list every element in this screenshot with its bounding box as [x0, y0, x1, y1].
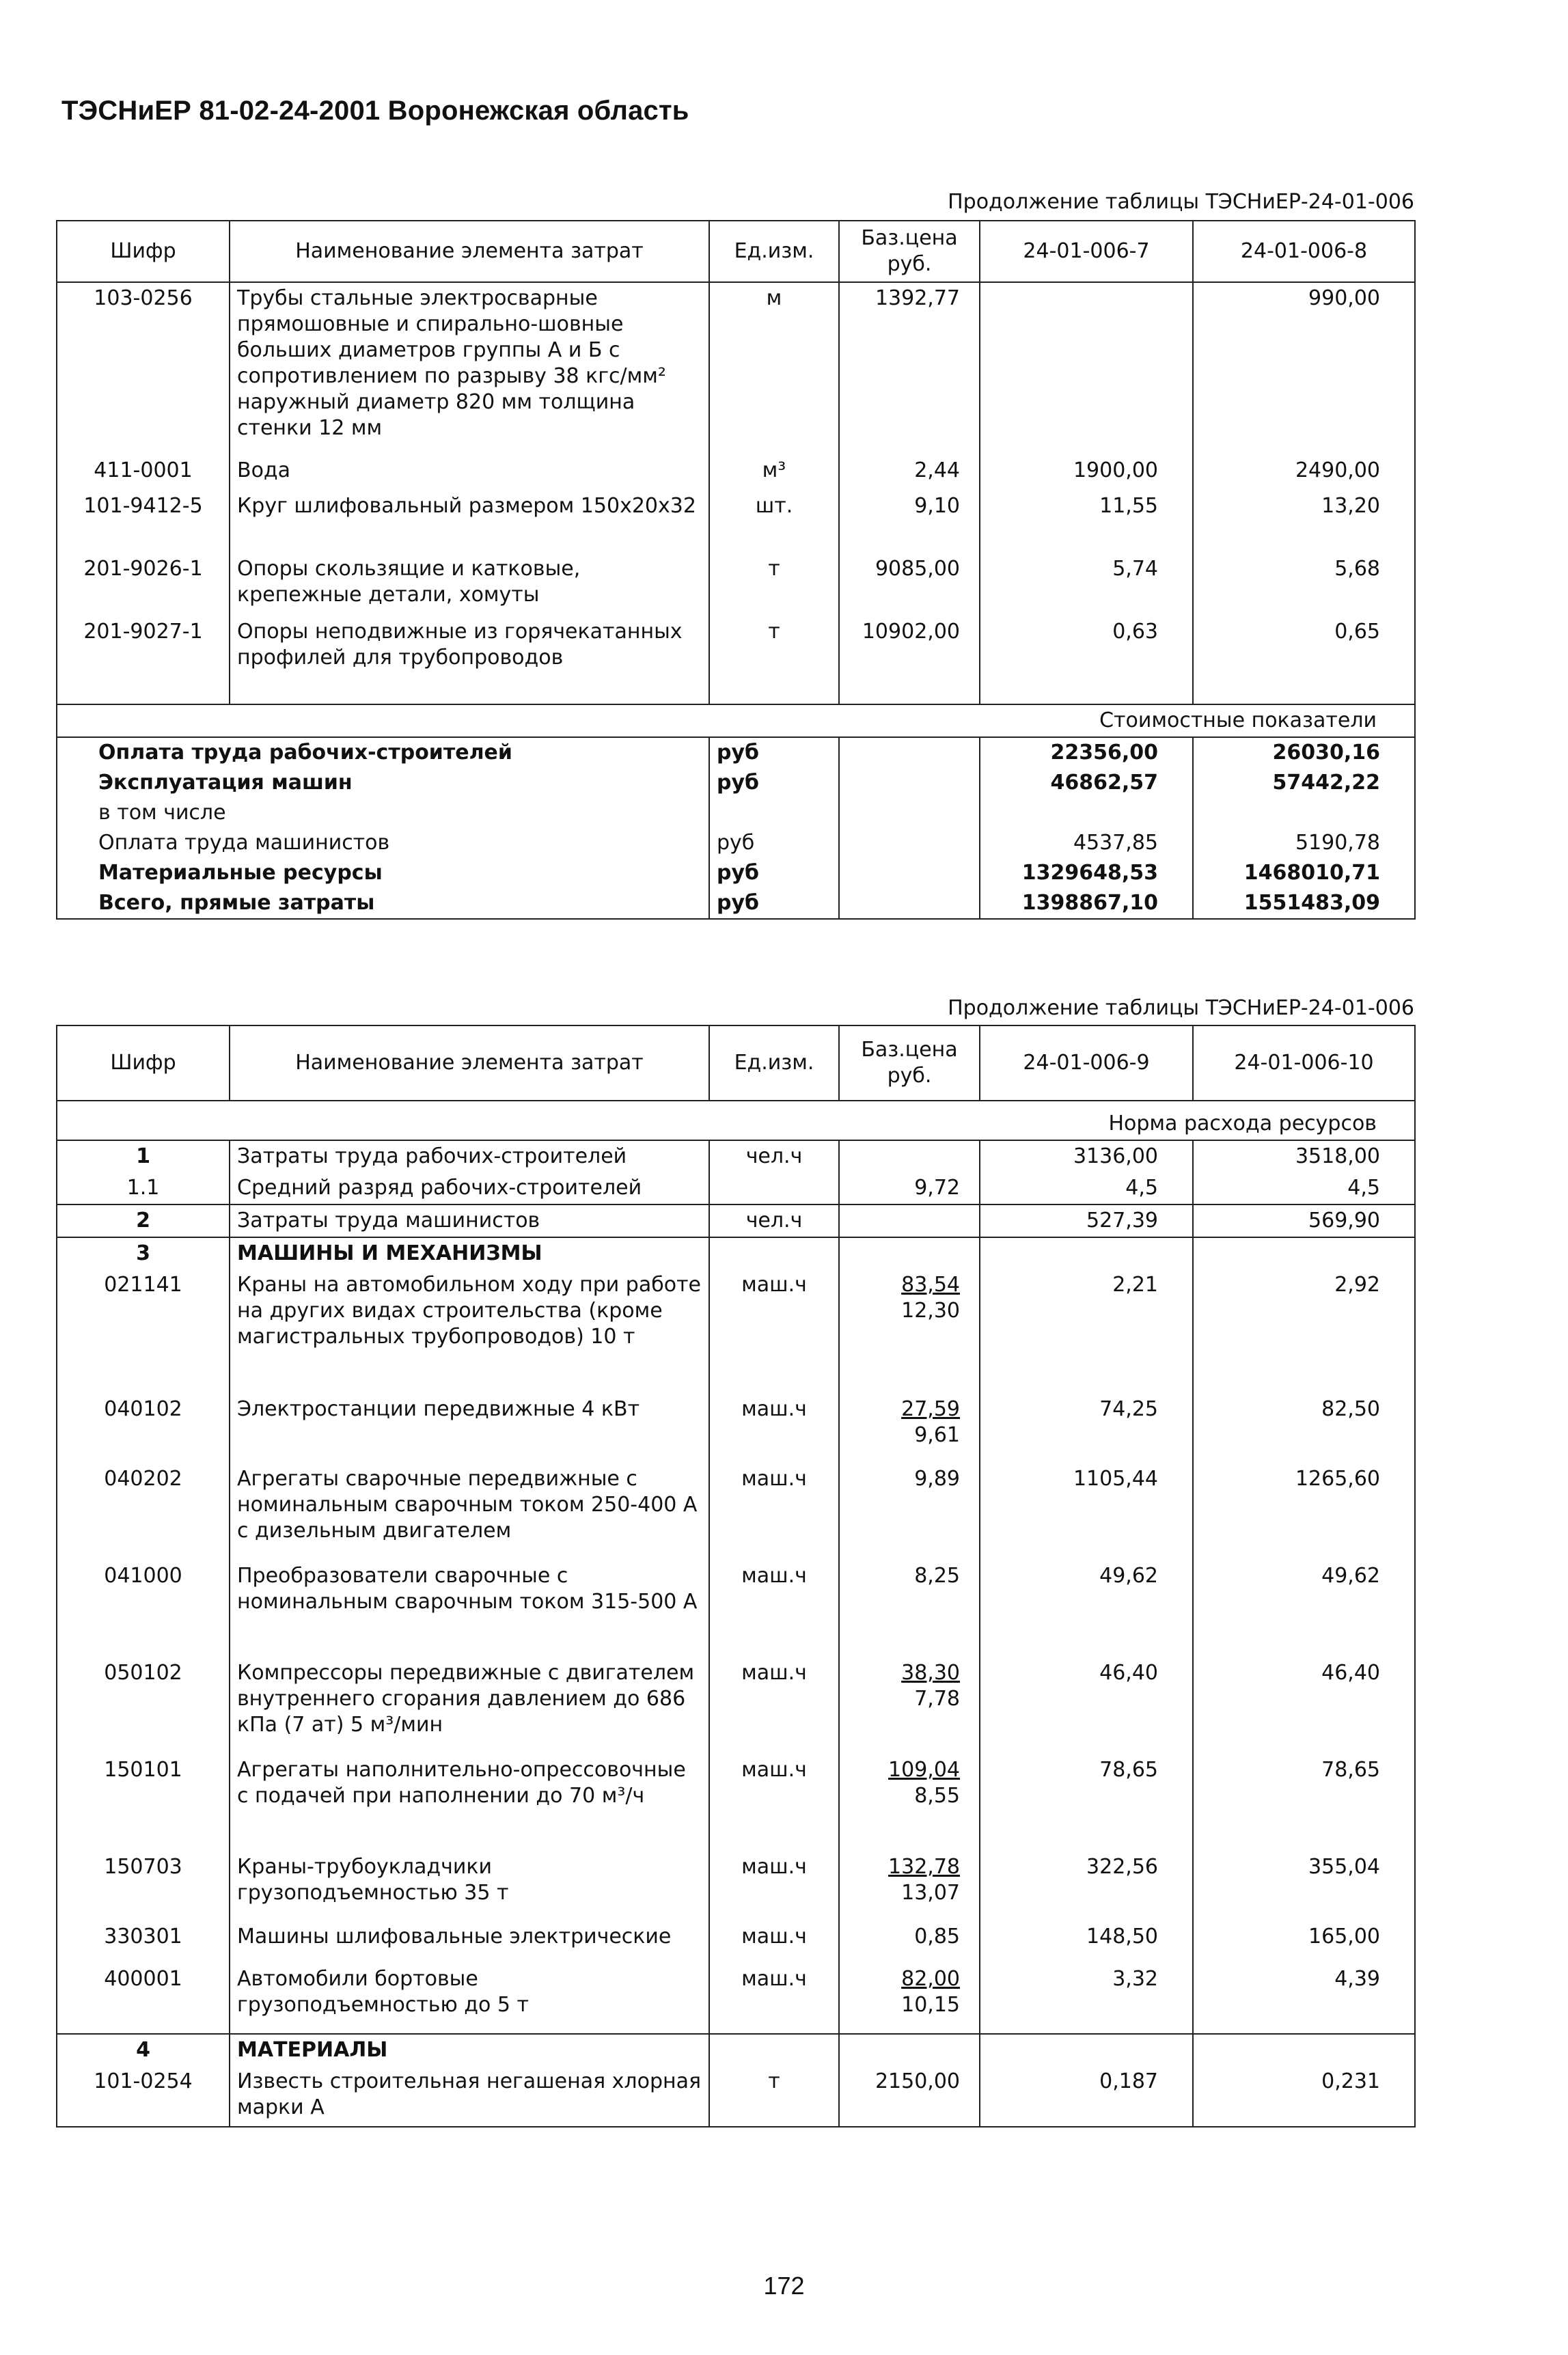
row-price-main: 132,78 [888, 1855, 960, 1879]
row-name: МАТЕРИАЛЫ [230, 2034, 709, 2066]
row-price-secondary: 12,30 [901, 1299, 960, 1323]
summary-unit [709, 798, 839, 828]
row-price [839, 1851, 980, 1921]
table-row [57, 1172, 1415, 1204]
col-header-name: Наименование элемента затрат [230, 221, 709, 282]
table-row [57, 282, 1415, 455]
row-price-main: 82,00 [901, 1967, 960, 1991]
row-unit: т [709, 553, 839, 616]
col-header-unit: Ед.изм. [709, 1025, 839, 1101]
row-unit: маш.ч [709, 1560, 839, 1657]
row-price-secondary: 10,15 [901, 1993, 960, 2017]
row-name: Известь строительная негашеная хлорная марки А [230, 2066, 709, 2127]
row-code: 201-9027-1 [57, 616, 230, 704]
row-unit: маш.ч [709, 1851, 839, 1921]
table2-continuation-note: Продолжение таблицы ТЭСНиЕР-24-01-006 [948, 996, 1414, 1020]
row-value-10: 569,90 [1193, 1204, 1415, 1237]
row-price-main: 9,89 [914, 1467, 960, 1491]
row-price [839, 1657, 980, 1754]
row-unit: шт. [709, 491, 839, 553]
row-unit: маш.ч [709, 1657, 839, 1754]
summary-value-8: 1551483,09 [1193, 888, 1415, 919]
row-unit: маш.ч [709, 1921, 839, 1964]
row-code: 101-9412-5 [57, 491, 230, 553]
row-price-secondary: 13,07 [901, 1881, 960, 1905]
row-price [839, 1140, 980, 1172]
row-value-10: 165,00 [1193, 1921, 1415, 1964]
row-name: Агрегаты сварочные передвижные с номинальным сварочным током 250-400 А с дизельным двигателем [230, 1463, 709, 1560]
row-price-main: 109,04 [888, 1758, 960, 1782]
table-row [57, 1754, 1415, 1851]
row-value-8: 5,68 [1193, 553, 1415, 616]
table-row [57, 491, 1415, 553]
summary-empty [839, 888, 980, 919]
row-unit: маш.ч [709, 1269, 839, 1394]
row-code: 411-0001 [57, 455, 230, 491]
row-code: 3 [57, 1237, 230, 1269]
row-price-secondary: 9,61 [914, 1423, 960, 1447]
row-value-9: 322,56 [980, 1851, 1193, 1921]
row-value-7 [980, 282, 1193, 455]
col-header-code: Шифр [57, 221, 230, 282]
row-value-7: 11,55 [980, 491, 1193, 553]
row-value-10: 46,40 [1193, 1657, 1415, 1754]
row-code: 400001 [57, 1964, 230, 2034]
row-value-9: 74,25 [980, 1394, 1193, 1463]
summary-label: Всего, прямые затраты [57, 888, 709, 919]
row-value-10: 355,04 [1193, 1851, 1415, 1921]
row-code: 103-0256 [57, 282, 230, 455]
row-price [839, 1269, 980, 1394]
row-value-8: 2490,00 [1193, 455, 1415, 491]
row-name: Автомобили бортовые грузоподъемностью до 5 т [230, 1964, 709, 2034]
table-row [57, 1657, 1415, 1754]
summary-label: Оплата труда рабочих-строителей [57, 737, 709, 768]
summary-empty [839, 737, 980, 768]
summary-row [57, 798, 1415, 828]
row-code: 330301 [57, 1921, 230, 1964]
summary-unit: руб [709, 768, 839, 798]
row-price [839, 1921, 980, 1964]
row-value-9: 2,21 [980, 1269, 1193, 1394]
table-row [57, 1560, 1415, 1657]
summary-row [57, 828, 1415, 858]
row-price-main: 0,85 [914, 1925, 960, 1948]
row-unit [709, 2034, 839, 2066]
row-price: 9,10 [839, 491, 980, 553]
row-name: Опоры неподвижные из горячекатанных профилей для трубопроводов [230, 616, 709, 704]
row-value-8: 13,20 [1193, 491, 1415, 553]
table2 [56, 1025, 1416, 2127]
row-price-main: 38,30 [901, 1661, 960, 1685]
row-value-7: 5,74 [980, 553, 1193, 616]
row-name: Вода [230, 455, 709, 491]
row-value-9 [980, 1237, 1193, 1269]
row-code: 150703 [57, 1851, 230, 1921]
row-price [839, 1172, 980, 1204]
row-name: Средний разряд рабочих-строителей [230, 1172, 709, 1204]
row-price-main: 9,72 [914, 1176, 960, 1200]
row-value-9: 46,40 [980, 1657, 1193, 1754]
row-value-9: 3136,00 [980, 1140, 1193, 1172]
norm-header: Норма расхода ресурсов [57, 1101, 1415, 1140]
row-price [839, 2066, 980, 2127]
summary-unit: руб [709, 888, 839, 919]
row-price-secondary: 8,55 [914, 1784, 960, 1808]
row-price [839, 1237, 980, 1269]
section-header-row [57, 704, 1415, 737]
row-price [839, 1754, 980, 1851]
row-value-9: 4,5 [980, 1172, 1193, 1204]
summary-value-8: 5190,78 [1193, 828, 1415, 858]
row-value-10 [1193, 2034, 1415, 2066]
row-value-9: 527,39 [980, 1204, 1193, 1237]
row-name: Круг шлифовальный размером 150x20x32 [230, 491, 709, 553]
row-value-9: 1105,44 [980, 1463, 1193, 1560]
summary-value-8: 57442,22 [1193, 768, 1415, 798]
table-row [57, 1851, 1415, 1921]
row-value-10: 4,5 [1193, 1172, 1415, 1204]
summary-label: в том числе [57, 798, 709, 828]
summary-value-7: 4537,85 [980, 828, 1193, 858]
table-row [57, 1204, 1415, 1237]
table1 [56, 220, 1416, 920]
row-unit: т [709, 2066, 839, 2127]
row-price [839, 1463, 980, 1560]
row-name: Затраты труда машинистов [230, 1204, 709, 1237]
table2-header-row [57, 1025, 1415, 1101]
row-code: 2 [57, 1204, 230, 1237]
row-name: Агрегаты наполнительно-опрессовочные с подачей при наполнении до 70 м³/ч [230, 1754, 709, 1851]
summary-label: Оплата труда машинистов [57, 828, 709, 858]
row-value-10: 4,39 [1193, 1964, 1415, 2034]
row-price-main: 8,25 [914, 1564, 960, 1588]
row-code: 150101 [57, 1754, 230, 1851]
row-price-secondary: 7,78 [914, 1687, 960, 1711]
summary-empty [839, 768, 980, 798]
row-unit: чел.ч [709, 1204, 839, 1237]
row-name: МАШИНЫ И МЕХАНИЗМЫ [230, 1237, 709, 1269]
summary-unit: руб [709, 737, 839, 768]
row-value-9: 49,62 [980, 1560, 1193, 1657]
row-value-10: 3518,00 [1193, 1140, 1415, 1172]
row-unit: м³ [709, 455, 839, 491]
row-name: Преобразователи сварочные с номинальным сварочным током 315-500 А [230, 1560, 709, 1657]
row-unit: маш.ч [709, 1754, 839, 1851]
row-price-main: 27,59 [901, 1397, 960, 1421]
summary-value-7: 1398867,10 [980, 888, 1193, 919]
table-row [57, 616, 1415, 704]
row-name: Затраты труда рабочих-строителей [230, 1140, 709, 1172]
page-title: ТЭСНиЕР 81-02-24-2001 Воронежская область [61, 96, 689, 126]
row-value-9: 148,50 [980, 1921, 1193, 1964]
row-value-10: 82,50 [1193, 1394, 1415, 1463]
summary-empty [839, 798, 980, 828]
row-value-9: 78,65 [980, 1754, 1193, 1851]
summary-unit: руб [709, 828, 839, 858]
col-header-name: Наименование элемента затрат [230, 1025, 709, 1101]
row-value-7: 0,63 [980, 616, 1193, 704]
summary-empty [839, 858, 980, 888]
row-code: 101-0254 [57, 2066, 230, 2127]
col-header-norm-7: 24-01-006-7 [980, 221, 1193, 282]
summary-value-7: 46862,57 [980, 768, 1193, 798]
summary-value-8 [1193, 798, 1415, 828]
row-name: Машины шлифовальные электрические [230, 1921, 709, 1964]
row-price: 1392,77 [839, 282, 980, 455]
col-header-price: Баз.цена руб. [839, 221, 980, 282]
table-row [57, 553, 1415, 616]
row-value-8: 0,65 [1193, 616, 1415, 704]
row-price [839, 2034, 980, 2066]
row-price [839, 1204, 980, 1237]
row-code: 041000 [57, 1560, 230, 1657]
row-value-9: 0,187 [980, 2066, 1193, 2127]
summary-value-7: 22356,00 [980, 737, 1193, 768]
row-value-7: 1900,00 [980, 455, 1193, 491]
row-value-10: 1265,60 [1193, 1463, 1415, 1560]
row-price [839, 1560, 980, 1657]
row-name: Краны на автомобильном ходу при работе на других видах строительства (кроме магистральных трубопроводов) 10 т [230, 1269, 709, 1394]
row-value-10: 0,231 [1193, 2066, 1415, 2127]
summary-unit: руб [709, 858, 839, 888]
row-unit [709, 1172, 839, 1204]
row-code: 1.1 [57, 1172, 230, 1204]
table-row [57, 1269, 1415, 1394]
row-name: Компрессоры передвижные с двигателем внутреннего сгорания давлением до 686 кПа (7 ат) 5 м³/мин [230, 1657, 709, 1754]
row-value-10: 2,92 [1193, 1269, 1415, 1394]
summary-empty [839, 828, 980, 858]
row-price [839, 1964, 980, 2034]
row-name: Опоры скользящие и катковые, крепежные детали, хомуты [230, 553, 709, 616]
row-value-10: 49,62 [1193, 1560, 1415, 1657]
row-price: 2,44 [839, 455, 980, 491]
row-price: 9085,00 [839, 553, 980, 616]
row-unit: т [709, 616, 839, 704]
table1-header-row [57, 221, 1415, 282]
summary-value-8: 26030,16 [1193, 737, 1415, 768]
col-header-norm-8: 24-01-006-8 [1193, 221, 1415, 282]
table-row [57, 1964, 1415, 2034]
col-header-price: Баз.цена руб. [839, 1025, 980, 1101]
summary-value-7: 1329648,53 [980, 858, 1193, 888]
row-unit: маш.ч [709, 1964, 839, 2034]
col-header-norm-10: 24-01-006-10 [1193, 1025, 1415, 1101]
summary-value-7 [980, 798, 1193, 828]
row-value-9 [980, 2034, 1193, 2066]
table-row [57, 1140, 1415, 1172]
row-price-main: 83,54 [901, 1273, 960, 1297]
row-code: 4 [57, 2034, 230, 2066]
row-value-10: 78,65 [1193, 1754, 1415, 1851]
col-header-unit: Ед.изм. [709, 221, 839, 282]
table-row [57, 1463, 1415, 1560]
row-name: Электростанции передвижные 4 кВт [230, 1394, 709, 1463]
table1-continuation-note: Продолжение таблицы ТЭСНиЕР-24-01-006 [948, 190, 1414, 214]
summary-row [57, 858, 1415, 888]
row-value-10 [1193, 1237, 1415, 1269]
table-row [57, 1394, 1415, 1463]
row-unit: маш.ч [709, 1394, 839, 1463]
row-price [839, 1394, 980, 1463]
summary-row [57, 888, 1415, 919]
summary-row [57, 737, 1415, 768]
summary-label: Материальные ресурсы [57, 858, 709, 888]
col-header-norm-9: 24-01-006-9 [980, 1025, 1193, 1101]
summary-label: Эксплуатация машин [57, 768, 709, 798]
row-price: 10902,00 [839, 616, 980, 704]
row-value-9: 3,32 [980, 1964, 1193, 2034]
table-row [57, 1237, 1415, 1269]
row-code: 040202 [57, 1463, 230, 1560]
table-row [57, 2034, 1415, 2066]
row-name: Трубы стальные электросварные прямошовные и спирально-шовные больших диаметров группы А и Б с сопротивлением по разрыву 38 кгс/мм² наружный диаметр 820 мм толщина стенки 12 мм [230, 282, 709, 455]
row-unit: м [709, 282, 839, 455]
row-unit: маш.ч [709, 1463, 839, 1560]
row-unit: чел.ч [709, 1140, 839, 1172]
row-value-8: 990,00 [1193, 282, 1415, 455]
row-code: 201-9026-1 [57, 553, 230, 616]
row-code: 1 [57, 1140, 230, 1172]
table-row [57, 1921, 1415, 1964]
summary-value-8: 1468010,71 [1193, 858, 1415, 888]
cost-indicators-header: Стоимостные показатели [57, 704, 1415, 737]
page-number: 172 [763, 2272, 805, 2300]
row-name: Краны-трубоукладчики грузоподъемностью 35 т [230, 1851, 709, 1921]
row-code: 050102 [57, 1657, 230, 1754]
summary-row [57, 768, 1415, 798]
row-code: 040102 [57, 1394, 230, 1463]
section-header-row [57, 1101, 1415, 1140]
col-header-code: Шифр [57, 1025, 230, 1101]
row-unit [709, 1237, 839, 1269]
table-row [57, 455, 1415, 491]
table-row [57, 2066, 1415, 2127]
row-code: 021141 [57, 1269, 230, 1394]
row-price-main: 2150,00 [875, 2069, 960, 2093]
